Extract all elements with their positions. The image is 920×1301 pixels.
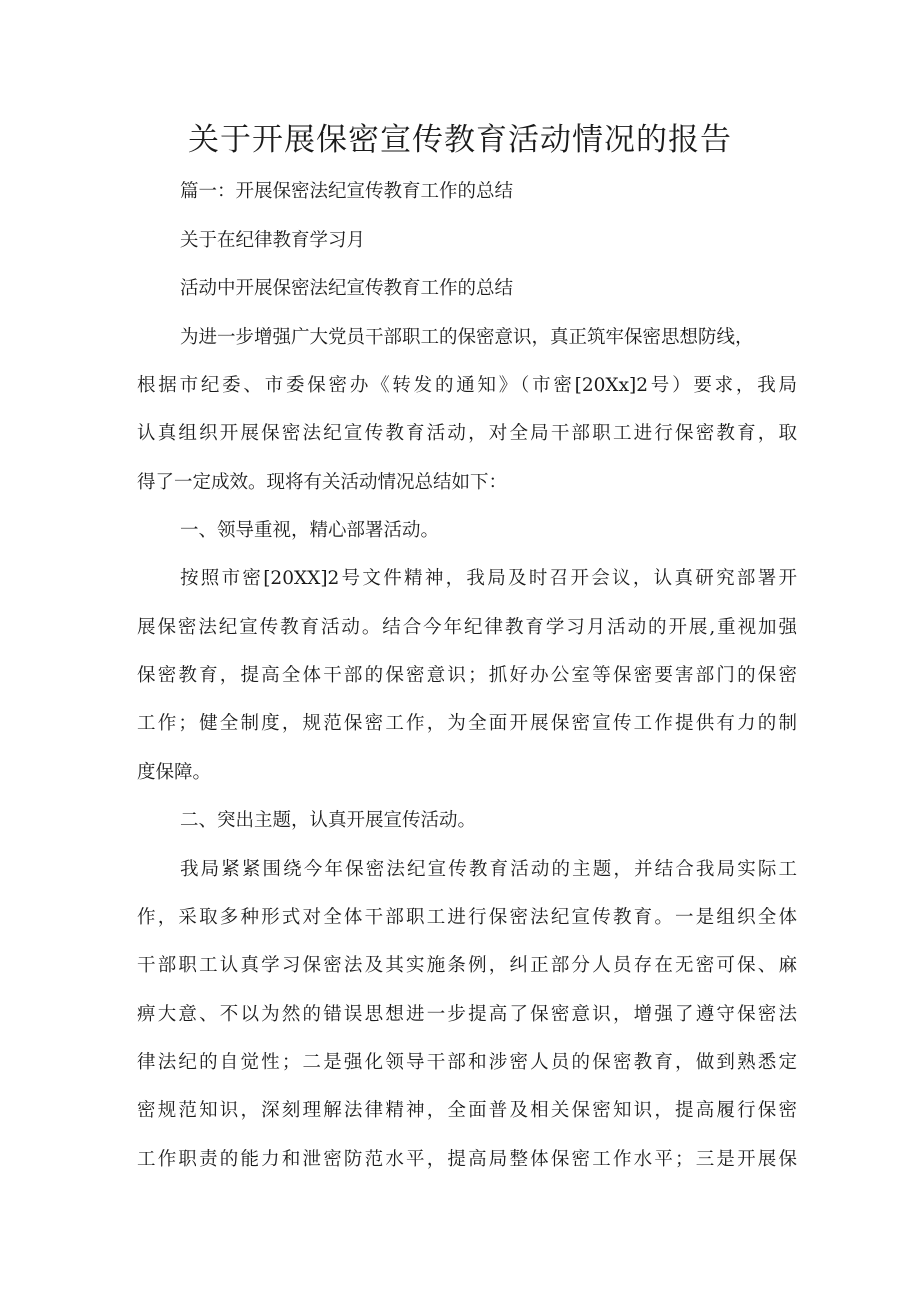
paragraph-line: 干部职工认真学习保密法及其实施条例，纠正部分人员存在无密可保、麻	[137, 955, 797, 976]
paragraph-line: 保密教育，提高全体干部的保密意识；抓好办公室等保密要害部门的保密	[137, 665, 797, 686]
subheading-line: 活动中开展保密法纪宣传教育工作的总结	[180, 278, 514, 299]
paragraph-line: 按照市密[20XX]2号文件精神，我局及时召开会议，认真研究部署开	[180, 568, 797, 589]
paragraph-line: 痹大意、不以为然的错误思想进一步提高了保密意识，增强了遵守保密法	[137, 1004, 797, 1025]
section-heading: 篇一：开展保密法纪宣传教育工作的总结	[180, 181, 514, 202]
paragraph-line: 认真组织开展保密法纪宣传教育活动，对全局干部职工进行保密教育，取	[137, 423, 797, 444]
paragraph-line: 作，采取多种形式对全体干部职工进行保密法纪宣传教育。一是组织全体	[137, 907, 797, 928]
paragraph-line: 律法纪的自觉性；二是强化领导干部和涉密人员的保密教育，做到熟悉定	[137, 1052, 797, 1073]
section-heading: 二、突出主题，认真开展宣传活动。	[180, 810, 477, 831]
paragraph-line: 我局紧紧围绕今年保密法纪宣传教育活动的主题，并结合我局实际工	[180, 859, 797, 880]
paragraph-line: 工作职责的能力和泄密防范水平，提高局整体保密工作水平；三是开展保	[137, 1149, 797, 1170]
paragraph-line: 展保密法纪宣传教育活动。结合今年纪律教育学习月活动的开展,重视加强	[137, 617, 797, 638]
paragraph-line: 根据市纪委、市委保密办《转发的通知》（市密[20Xx]2号）要求，我局	[137, 375, 797, 396]
paragraph-line: 度保障。	[137, 762, 212, 783]
paragraph-line: 为进一步增强广大党员干部职工的保密意识，真正筑牢保密思想防线，	[180, 327, 754, 348]
paragraph-line: 密规范知识，深刻理解法律精神，全面普及相关保密知识，提高履行保密	[137, 1100, 797, 1121]
subheading-line: 关于在纪律教育学习月	[180, 230, 366, 251]
document-title: 关于开展保密宣传教育活动情况的报告	[188, 122, 732, 158]
paragraph-line: 得了一定成效。现将有关活动情况总结如下：	[137, 472, 508, 493]
paragraph-line: 工作；健全制度，规范保密工作，为全面开展保密宣传工作提供有力的制	[137, 713, 797, 734]
section-heading: 一、领导重视，精心部署活动。	[180, 520, 440, 541]
